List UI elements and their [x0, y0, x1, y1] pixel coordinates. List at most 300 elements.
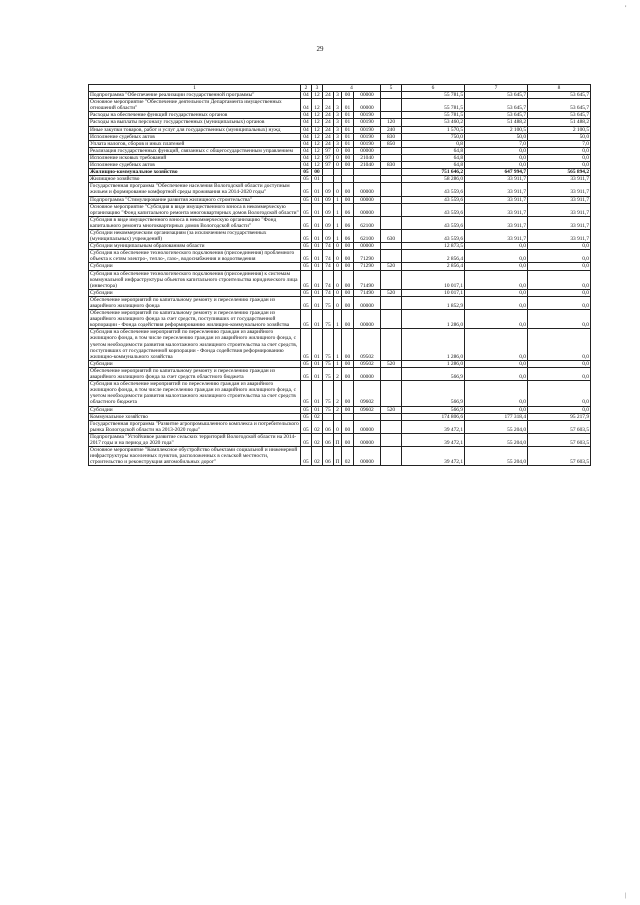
section-code: 05 [301, 360, 312, 367]
expense-type-code [381, 183, 402, 196]
event-code [342, 176, 354, 183]
program-code [323, 169, 334, 176]
amount-col-8: 0,0 [528, 250, 591, 263]
subsection-code: 01 [312, 243, 323, 250]
amount-col-7: 7,0 [465, 140, 528, 147]
event-code: 00 [342, 381, 354, 406]
event-code: 00 [342, 420, 354, 433]
column-header: 4 [323, 85, 381, 92]
event-code: 00 [342, 183, 354, 196]
amount-col-8: 0,0 [528, 243, 591, 250]
amount-col-7: 0,0 [465, 296, 528, 309]
program-code: 06 [323, 433, 334, 446]
event-code [342, 413, 354, 420]
section-code: 05 [301, 420, 312, 433]
table-row [89, 413, 591, 420]
table-row [89, 162, 591, 169]
amount-col-8: 33 911,7 [528, 176, 591, 183]
amount-col-7: 55 204,0 [465, 433, 528, 446]
event-code: 01 [342, 99, 354, 112]
row-description: Исполнение судебных актов [89, 133, 301, 140]
subprogram-code [334, 169, 342, 176]
table-row [89, 447, 591, 466]
direction-code: 00000 [354, 196, 381, 203]
section-code: 05 [301, 406, 312, 413]
subprogram-code: 1 [334, 310, 342, 329]
table-row [89, 243, 591, 250]
column-header: 2 [301, 85, 312, 92]
subprogram-code: 0 [334, 420, 342, 433]
event-code: 06 [342, 203, 354, 216]
section-code: 04 [301, 119, 312, 126]
event-code: 00 [342, 263, 354, 270]
direction-code: 00000 [354, 183, 381, 196]
expense-type-code [381, 112, 402, 119]
subsection-code: 01 [312, 263, 323, 270]
direction-code: 00000 [354, 447, 381, 466]
amount-col-7: 55 204,0 [465, 420, 528, 433]
subprogram-code: П [334, 447, 342, 466]
subsection-code: 12 [312, 154, 323, 161]
subsection-code: 02 [312, 420, 323, 433]
row-description: Субсидии [89, 360, 301, 367]
event-code: 00 [342, 270, 354, 289]
amount-col-6: 64,8 [402, 162, 465, 169]
amount-col-8: 95 217,9 [528, 413, 591, 420]
amount-col-6: 1 570,5 [402, 126, 465, 133]
amount-col-6: 10 017,1 [402, 270, 465, 289]
table-row [89, 196, 591, 203]
column-header: 5 [381, 85, 402, 92]
direction-code [354, 413, 381, 420]
row-description: Коммунальное хозяйство [89, 413, 301, 420]
amount-col-7: 33 911,7 [465, 196, 528, 203]
subprogram-code: 0 [334, 296, 342, 309]
event-code: 06 [342, 229, 354, 242]
program-code: 75 [323, 310, 334, 329]
row-description: Обеспечение мероприятий по капитальному ремонту и переселению граждан из аварийного жилищного фонда [89, 296, 301, 309]
subprogram-code: 3 [334, 119, 342, 126]
subsection-code: 01 [312, 250, 323, 263]
table-row [89, 263, 591, 270]
subsection-code: 02 [312, 413, 323, 420]
section-code: 05 [301, 216, 312, 229]
expense-type-code [381, 413, 402, 420]
amount-col-6: 39 472,1 [402, 447, 465, 466]
direction-code: 00000 [354, 99, 381, 112]
amount-col-7: 53 645,7 [465, 99, 528, 112]
subprogram-code: 3 [334, 92, 342, 99]
direction-code: 00000 [354, 433, 381, 446]
amount-col-7: 0,0 [465, 360, 528, 367]
section-code: 05 [301, 183, 312, 196]
event-code: 01 [342, 112, 354, 119]
amount-col-7: 51 488,2 [465, 119, 528, 126]
subprogram-code: 1 [334, 196, 342, 203]
section-code: 04 [301, 133, 312, 140]
direction-code: 00000 [354, 147, 381, 154]
program-code: 97 [323, 162, 334, 169]
direction-code: 00190 [354, 112, 381, 119]
event-code: 00 [342, 162, 354, 169]
table-row [89, 329, 591, 360]
expense-type-code [381, 381, 402, 406]
section-code: 05 [301, 447, 312, 466]
row-description: Субсидии муниципальным образованиям области [89, 243, 301, 250]
direction-code: 71490 [354, 270, 381, 289]
row-description: Реализация государственных функций, связанных с общегосударственным управлением [89, 147, 301, 154]
expense-type-code: 520 [381, 263, 402, 270]
program-code: 09 [323, 183, 334, 196]
subprogram-code: 1 [334, 360, 342, 367]
event-code: 00 [342, 154, 354, 161]
column-header: 8 [528, 85, 591, 92]
subsection-code: 01 [312, 270, 323, 289]
amount-col-6: 2 856,4 [402, 250, 465, 263]
amount-col-6: 43 559,6 [402, 203, 465, 216]
amount-col-7: 53 645,7 [465, 112, 528, 119]
direction-code: 21040 [354, 154, 381, 161]
program-code: 09 [323, 216, 334, 229]
amount-col-8: 0,0 [528, 154, 591, 161]
amount-col-6: 566,9 [402, 381, 465, 406]
amount-col-6: 751 646,2 [402, 169, 465, 176]
expense-type-code [381, 169, 402, 176]
event-code: 02 [342, 447, 354, 466]
subprogram-code: 0 [334, 263, 342, 270]
table-header-row [89, 85, 591, 92]
direction-code: 00190 [354, 119, 381, 126]
amount-col-8: 565 894,2 [528, 169, 591, 176]
row-description: Субсидия на обеспечение технологического подключения (присоединения) проблемного объекта к сетям электро-, тепло-, газо-, водоснабжения и водоотведения [89, 250, 301, 263]
row-description: Исполнение исковых требований [89, 154, 301, 161]
event-code [342, 169, 354, 176]
event-code: 01 [342, 140, 354, 147]
program-code: 06 [323, 447, 334, 466]
amount-col-6: 10 017,1 [402, 289, 465, 296]
amount-col-8: 0,0 [528, 381, 591, 406]
program-code: 75 [323, 406, 334, 413]
event-code: 00 [342, 296, 354, 309]
amount-col-6: 53 460,2 [402, 119, 465, 126]
direction-code: 00190 [354, 126, 381, 133]
expense-type-code [381, 296, 402, 309]
row-description: Субсидия на обеспечение технологического подключения (присоединения) к системам коммунальной инфраструктуры объектов капитального строительства юридического лица (инвестора) [89, 270, 301, 289]
event-code: 00 [342, 289, 354, 296]
row-description: Расходы на выплаты персоналу государственных (муниципальных) органов [89, 119, 301, 126]
expense-type-code: 240 [381, 126, 402, 133]
subsection-code: 12 [312, 162, 323, 169]
amount-col-8: 0,0 [528, 406, 591, 413]
row-description: Государственная программа "Развитие агропромышленного комплекса и потребительского рынка Вологодской области на 2013-2020 годы" [90, 420, 299, 433]
subsection-code: 02 [312, 447, 323, 466]
expense-type-code: 520 [381, 406, 402, 413]
subprogram-code: 0 [334, 162, 342, 169]
section-code: 05 [301, 367, 312, 380]
row-description: Подпрограмма "Устойчивое развитие сельских территорий Вологодской области на 2014-2017 годы и на период до 2020 года" [89, 433, 301, 446]
amount-col-6: 12 873,5 [402, 243, 465, 250]
subsection-code: 12 [312, 112, 323, 119]
row-description: Жилищно-коммунальное хозяйство [89, 169, 301, 176]
expense-type-code [381, 250, 402, 263]
column-header: 7 [465, 85, 528, 92]
program-code: 74 [323, 289, 334, 296]
table-row [89, 92, 591, 99]
program-code: 75 [323, 360, 334, 367]
subsection-code: 01 [312, 196, 323, 203]
amount-col-7: 177 318,4 [465, 413, 528, 420]
amount-col-7: 0,0 [465, 162, 528, 169]
program-code: 74 [323, 250, 334, 263]
table-row [89, 140, 591, 147]
expense-type-code [381, 99, 402, 112]
expense-type-code [381, 420, 402, 433]
row-description: Субсидии [89, 406, 301, 413]
program-code: 24 [323, 140, 334, 147]
subsection-code: 01 [312, 289, 323, 296]
section-code: 05 [301, 413, 312, 420]
subsection-code: 01 [312, 360, 323, 367]
row-description: Субсидия в виде имущественного взноса в некоммерческую организацию "Фонд капитального ремонта многоквартирных домов Вологодской области" [89, 216, 301, 229]
section-code: 04 [301, 112, 312, 119]
expense-type-code: 850 [381, 140, 402, 147]
amount-col-6: 55 781,5 [402, 112, 465, 119]
subsection-code: 01 [312, 367, 323, 380]
amount-col-7: 55 204,0 [465, 447, 528, 466]
direction-code: 00000 [354, 92, 381, 99]
program-code: 74 [323, 263, 334, 270]
subsection-code: 01 [312, 203, 323, 216]
expense-type-code: 630 [381, 229, 402, 242]
program-code: 09 [323, 196, 334, 203]
subprogram-code: 2 [334, 381, 342, 406]
subprogram-code: 0 [334, 154, 342, 161]
expense-type-code [381, 329, 402, 360]
program-code: 75 [323, 367, 334, 380]
amount-col-6: 64,8 [402, 154, 465, 161]
event-code: 00 [342, 147, 354, 154]
subsection-code: 01 [312, 310, 323, 329]
subprogram-code: 0 [334, 183, 342, 196]
subprogram-code: 3 [334, 133, 342, 140]
subsection-code: 12 [312, 147, 323, 154]
amount-col-8: 7,0 [528, 140, 591, 147]
program-code: 24 [323, 126, 334, 133]
amount-col-8: 0,0 [528, 329, 591, 360]
subprogram-code: 0 [334, 147, 342, 154]
subsection-code: 01 [312, 406, 323, 413]
amount-col-7: 33 911,7 [465, 203, 528, 216]
expense-type-code [381, 367, 402, 380]
expense-type-code [381, 147, 402, 154]
direction-code: 71290 [354, 250, 381, 263]
section-code: 05 [301, 381, 312, 406]
amount-col-7: 0,0 [465, 310, 528, 329]
subprogram-code: 0 [334, 289, 342, 296]
section-code: 05 [301, 433, 312, 446]
expense-type-code: 120 [381, 119, 402, 126]
subsection-code: 01 [312, 381, 323, 406]
amount-col-7: 0,0 [465, 329, 528, 360]
section-code: 05 [301, 169, 312, 176]
amount-col-8: 57 603,5 [528, 433, 591, 446]
amount-col-6: 0,8 [402, 140, 465, 147]
section-code: 05 [301, 296, 312, 309]
subprogram-code [334, 413, 342, 420]
amount-col-8: 33 911,7 [528, 183, 591, 196]
section-code: 05 [301, 229, 312, 242]
direction-code: 00000 [354, 296, 381, 309]
program-code: 75 [323, 381, 334, 406]
subsection-code: 01 [312, 229, 323, 242]
event-code: 01 [342, 126, 354, 133]
direction-code: 00190 [354, 140, 381, 147]
section-code: 04 [301, 126, 312, 133]
section-code: 05 [301, 289, 312, 296]
event-code: 00 [342, 310, 354, 329]
amount-col-6: 43 559,6 [402, 183, 465, 196]
section-code: 05 [301, 196, 312, 203]
subsection-code: 01 [312, 176, 323, 183]
subprogram-code: 3 [334, 140, 342, 147]
amount-col-6: 1 852,9 [402, 296, 465, 309]
section-code: 04 [301, 154, 312, 161]
amount-col-6: 64,8 [402, 147, 465, 154]
section-code: 05 [301, 263, 312, 270]
table-row [89, 310, 591, 329]
amount-col-8: 2 100,5 [528, 126, 591, 133]
amount-col-8: 51 488,2 [528, 119, 591, 126]
table-row [89, 183, 591, 196]
amount-col-6: 1 286,0 [402, 360, 465, 367]
subprogram-code: 3 [334, 99, 342, 112]
amount-col-8: 0,0 [528, 310, 591, 329]
amount-col-6: 566,9 [402, 406, 465, 413]
expense-type-code [381, 243, 402, 250]
amount-col-6: 1 286,0 [402, 310, 465, 329]
row-description: Основное мероприятие "Субсидия в виде имущественного взноса в некоммерческую организацию "Фонд капитального ремонта многоквартирных домов Вологодской области" [90, 203, 299, 216]
amount-col-7: 0,0 [465, 250, 528, 263]
subprogram-code: 1 [334, 203, 342, 216]
scan-mark: | [625, 893, 627, 899]
row-description: Субсидии [89, 289, 301, 296]
row-description: Субсидия на обеспечение мероприятий по переселению граждан из аварийного жилищного фонда, в том числе переселению граждан из аварийного жилищного фонда, с учетом необходимости развития малоэтажного жилищного строительства за счет средств областного бюджета [89, 381, 301, 406]
amount-col-6: 566,9 [402, 367, 465, 380]
amount-col-7: 2 100,5 [465, 126, 528, 133]
row-description: Подпрограмма "Стимулирование развития жилищного строительства" [89, 196, 301, 203]
expense-type-code: 520 [381, 360, 402, 367]
row-description: Расходы на обеспечение функций государственных органов [89, 112, 301, 119]
subsection-code: 02 [312, 433, 323, 446]
program-code: 24 [323, 112, 334, 119]
direction-code: 62100 [354, 216, 381, 229]
direction-code: 21040 [354, 162, 381, 169]
direction-code: 09602 [354, 381, 381, 406]
subsection-code: 01 [312, 183, 323, 196]
table-row [89, 203, 591, 216]
expense-type-code: 830 [381, 162, 402, 169]
expense-type-code [381, 92, 402, 99]
subprogram-code: 3 [334, 112, 342, 119]
scan-mark: , [625, 2, 627, 8]
program-code: 24 [323, 133, 334, 140]
subsection-code: 01 [312, 296, 323, 309]
expense-type-code: 830 [381, 133, 402, 140]
amount-col-8: 0,0 [528, 270, 591, 289]
program-code: 06 [323, 420, 334, 433]
subprogram-code: 0 [334, 250, 342, 263]
amount-col-8: 33 911,7 [528, 203, 591, 216]
table-row [89, 367, 591, 380]
amount-col-6: 750,0 [402, 133, 465, 140]
amount-col-6: 43 559,6 [402, 216, 465, 229]
table-row [89, 147, 591, 154]
column-header: 3 [312, 85, 323, 92]
amount-col-7: 33 911,7 [465, 216, 528, 229]
event-code: 06 [342, 216, 354, 229]
program-code: 97 [323, 154, 334, 161]
event-code: 01 [342, 133, 354, 140]
amount-col-6: 39 472,1 [402, 433, 465, 446]
column-header: 1 [89, 85, 301, 92]
program-code: 24 [323, 119, 334, 126]
direction-code: 09502 [354, 329, 381, 360]
expense-type-code: 520 [381, 289, 402, 296]
table-row [89, 250, 591, 263]
expense-type-code [381, 216, 402, 229]
subprogram-code [334, 176, 342, 183]
subsection-code: 12 [312, 119, 323, 126]
direction-code: 00000 [354, 367, 381, 380]
page-number: 29 [316, 45, 324, 53]
section-code: 04 [301, 162, 312, 169]
row-description: Жилищное хозяйство [89, 176, 301, 183]
direction-code: 09502 [354, 360, 381, 367]
table-row [89, 176, 591, 183]
table-row [89, 270, 591, 289]
amount-col-8: 57 603,5 [528, 420, 591, 433]
subsection-code: 12 [312, 140, 323, 147]
expense-type-code [381, 270, 402, 289]
section-code: 04 [301, 99, 312, 112]
amount-col-7: 647 994,7 [465, 169, 528, 176]
table-row [89, 112, 591, 119]
amount-col-7: 53 645,7 [465, 92, 528, 99]
section-code: 05 [301, 270, 312, 289]
expense-type-code [381, 196, 402, 203]
program-code: 74 [323, 270, 334, 289]
section-code: 05 [301, 176, 312, 183]
table-row [89, 406, 591, 413]
amount-col-6: 58 286,0 [402, 176, 465, 183]
amount-col-6: 55 781,5 [402, 99, 465, 112]
event-code: 00 [342, 433, 354, 446]
program-code: 97 [323, 147, 334, 154]
subprogram-code: 1 [334, 216, 342, 229]
table-row [89, 381, 591, 406]
amount-col-8: 33 911,7 [528, 216, 591, 229]
event-code: 00 [342, 329, 354, 360]
expense-type-code [381, 447, 402, 466]
table-row [89, 154, 591, 161]
amount-col-8: 0,0 [528, 367, 591, 380]
amount-col-7: 0,0 [465, 243, 528, 250]
amount-col-8: 33 911,7 [528, 229, 591, 242]
direction-code: 00000 [354, 420, 381, 433]
subprogram-code: 0 [334, 270, 342, 289]
amount-col-8: 57 603,5 [528, 447, 591, 466]
subsection-code: 01 [312, 216, 323, 229]
